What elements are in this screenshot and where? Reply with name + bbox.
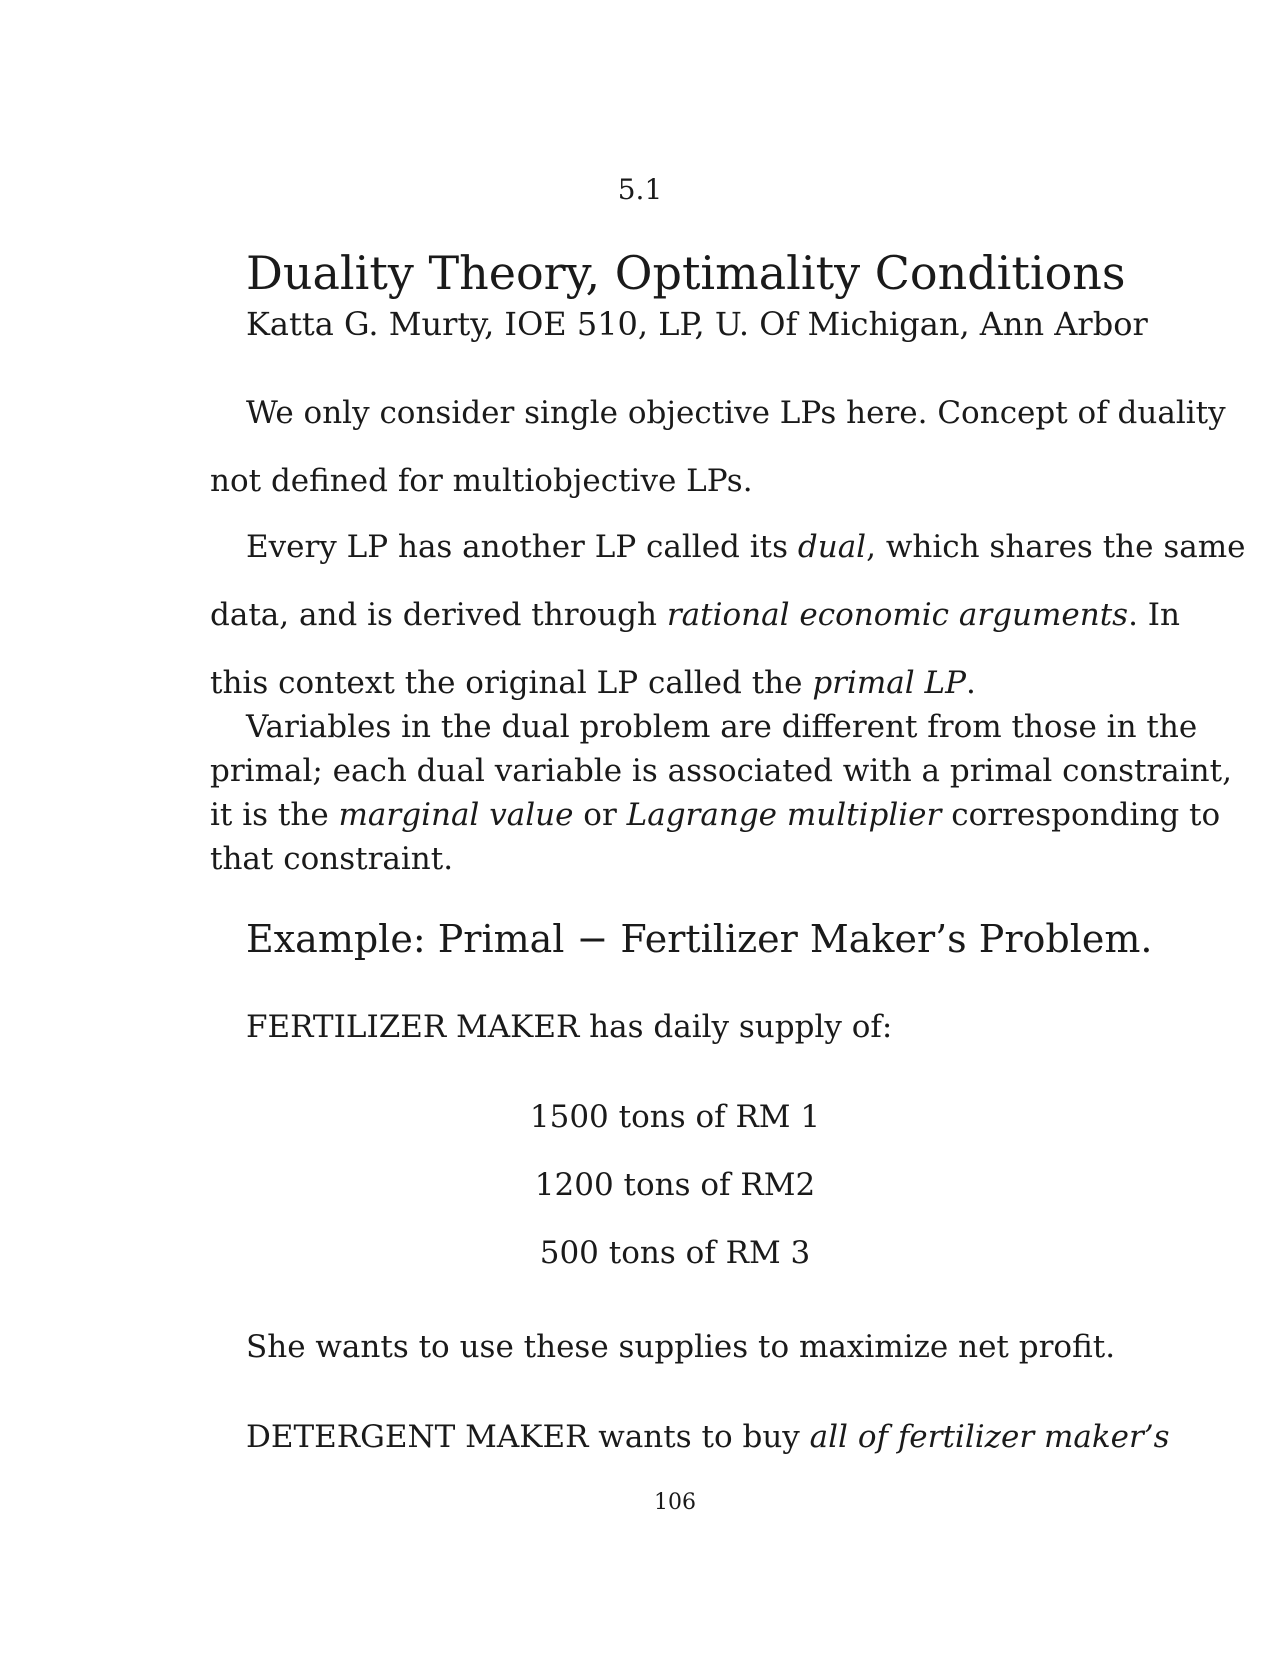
- text-run: corresponding to: [941, 797, 1221, 833]
- text-run: , which shares the same: [866, 529, 1246, 565]
- emphasis-rational-economic-arguments: rational economic arguments: [666, 597, 1129, 633]
- author-line: Katta G. Murty, IOE 510, LP, U. Of Michigan, Ann Arbor: [246, 305, 1148, 343]
- emphasis-dual: dual: [797, 529, 867, 565]
- example-heading: Example: Primal − Fertilizer Maker’s Problem.: [246, 917, 1153, 961]
- text-run: Every LP has another LP called its: [246, 529, 798, 565]
- detergent-sentence: [246, 1419, 1170, 1455]
- supply-intro: FERTILIZER MAKER has daily supply of:: [246, 1009, 893, 1045]
- section-number: 5.1: [617, 173, 663, 206]
- supply-item: 500 tons of RM 3: [539, 1235, 811, 1271]
- supply-item: 1500 tons of RM 1: [529, 1099, 821, 1135]
- intro-line-1: We only consider single objective LPs here. Concept of duality: [246, 395, 1226, 431]
- text-run: this context the original LP called the: [210, 665, 813, 701]
- emphasis-marginal-value: marginal value: [338, 797, 574, 833]
- text-run: data, and is derived through: [210, 597, 667, 633]
- text-run: DETERGENT MAKER wants to buy: [246, 1419, 810, 1455]
- text-run: .: [966, 665, 976, 701]
- text-run: or: [573, 797, 627, 833]
- goal-sentence: She wants to use these supplies to maximize net profit.: [246, 1329, 1116, 1365]
- variables-para-line-3: [210, 797, 1221, 833]
- variables-para-line-1: Variables in the dual problem are different from those in the: [246, 709, 1198, 745]
- emphasis-primal-lp: primal LP: [812, 665, 966, 701]
- emphasis-lagrange-multiplier: Lagrange multiplier: [626, 797, 942, 833]
- emphasis-all-of-fertilizer-makers: all of fertilizer maker’s: [809, 1419, 1170, 1455]
- page-number: 106: [654, 1490, 696, 1515]
- supply-item: 1200 tons of RM2: [534, 1167, 816, 1203]
- text-run: . In: [1128, 597, 1180, 633]
- dual-para-line-3: [210, 665, 1136, 701]
- variables-para-line-4: that constraint.: [210, 841, 454, 877]
- intro-line-2: not defined for multiobjective LPs.: [210, 463, 753, 499]
- dual-para-line-1: [246, 529, 1246, 565]
- dual-para-line-2: [210, 597, 1180, 633]
- text-run: it is the: [210, 797, 339, 833]
- variables-para-line-2: primal; each dual variable is associated with a primal constraint,: [210, 753, 1232, 789]
- page-title: Duality Theory, Optimality Conditions: [246, 246, 1126, 300]
